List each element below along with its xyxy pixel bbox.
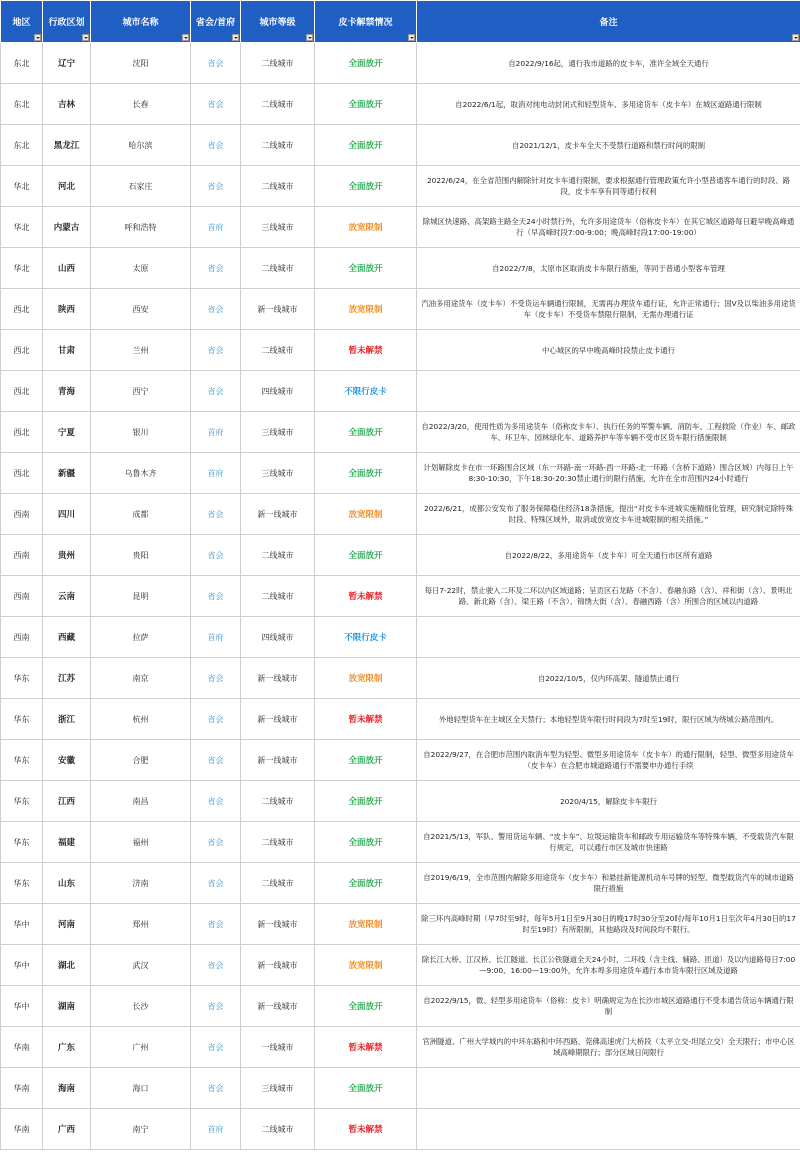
capital-cell: 省会	[191, 986, 241, 1027]
province-cell: 西藏	[43, 617, 91, 658]
note-cell: 自2022/9/27，在合肥市范围内取消车型为轻型、微型多用途货车（皮卡车）的通行限制，轻型、微型多用途货车（皮卡车）在合肥市城道路通行不需要申办通行手续	[417, 740, 800, 781]
capital-cell: 省会	[191, 1068, 241, 1109]
table-row	[1, 617, 800, 658]
note-cell: 自2022/7/8，太原市区取消皮卡车限行措施，等同于普通小型客车管理	[417, 248, 800, 289]
city-cell: 长沙	[91, 986, 191, 1027]
province-cell: 山西	[43, 248, 91, 289]
table-row	[1, 781, 800, 822]
status-cell: 暂未解禁	[315, 1027, 417, 1068]
capital-cell: 省会	[191, 863, 241, 904]
status-cell: 全面放开	[315, 84, 417, 125]
table-row	[1, 699, 800, 740]
region-cell: 西南	[1, 494, 43, 535]
status-cell: 暂未解禁	[315, 330, 417, 371]
status-cell: 暂未解禁	[315, 699, 417, 740]
city-cell: 广州	[91, 1027, 191, 1068]
note-cell: 自2022/9/16起，通行我市道路的皮卡车，准许全域全天通行	[417, 43, 800, 84]
status-cell: 放宽限制	[315, 289, 417, 330]
capital-cell: 首府	[191, 453, 241, 494]
table-row	[1, 1027, 800, 1068]
city-cell: 西宁	[91, 371, 191, 412]
city-cell: 兰州	[91, 330, 191, 371]
city-cell: 西安	[91, 289, 191, 330]
region-cell: 西南	[1, 576, 43, 617]
tier-cell: 新一线城市	[241, 494, 315, 535]
province-cell: 吉林	[43, 84, 91, 125]
filter-dropdown-icon[interactable]	[306, 34, 313, 41]
tier-cell: 二线城市	[241, 781, 315, 822]
note-cell: 汽油多用途货车（皮卡车）不受货运车辆通行限制，无需再办理货车通行证，允许正常通行；国V及以柴油多用途货车（皮卡车）不受货车禁限行限制，无需办理通行证	[417, 289, 800, 330]
table-row	[1, 494, 800, 535]
header-note: 备注	[417, 1, 800, 43]
capital-cell: 省会	[191, 43, 241, 84]
province-cell: 陕西	[43, 289, 91, 330]
note-cell	[417, 617, 800, 658]
province-cell: 广西	[43, 1109, 91, 1150]
note-cell	[417, 1068, 800, 1109]
province-cell: 浙江	[43, 699, 91, 740]
status-cell: 全面放开	[315, 1068, 417, 1109]
tier-cell: 二线城市	[241, 84, 315, 125]
header-province: 行政区划	[43, 1, 91, 43]
capital-cell: 省会	[191, 740, 241, 781]
tier-cell: 新一线城市	[241, 986, 315, 1027]
note-cell	[417, 1109, 800, 1150]
table-row	[1, 248, 800, 289]
capital-cell: 省会	[191, 822, 241, 863]
tier-cell: 四线城市	[241, 617, 315, 658]
capital-cell: 省会	[191, 84, 241, 125]
tier-cell: 三线城市	[241, 1068, 315, 1109]
tier-cell: 新一线城市	[241, 699, 315, 740]
region-cell: 华东	[1, 781, 43, 822]
region-cell: 华中	[1, 986, 43, 1027]
city-cell: 沈阳	[91, 43, 191, 84]
capital-cell: 省会	[191, 330, 241, 371]
note-cell: 2022/6/21，成都公安发布了服务保障稳住经济18条措施，提出“对皮卡车进城实施精细化管理，研究制定除特殊时段、特殊区域外，取消或放宽皮卡车进城限制的相关措施。”	[417, 494, 800, 535]
tier-cell: 二线城市	[241, 330, 315, 371]
status-cell: 全面放开	[315, 863, 417, 904]
region-cell: 西北	[1, 412, 43, 453]
note-cell: 官洲隧道、广州大学城内的中环东路和中环西路、莞佛高速虎门大桥段（太平立交-坦尾立交）全天限行；市中心区域高峰期限行；部分区域日间限行	[417, 1027, 800, 1068]
province-cell: 江苏	[43, 658, 91, 699]
region-cell: 华东	[1, 863, 43, 904]
table-row	[1, 822, 800, 863]
region-cell: 华东	[1, 658, 43, 699]
capital-cell: 省会	[191, 658, 241, 699]
table-row	[1, 207, 800, 248]
header-row	[1, 1, 800, 43]
capital-cell: 省会	[191, 699, 241, 740]
city-cell: 拉萨	[91, 617, 191, 658]
province-cell: 海南	[43, 1068, 91, 1109]
tier-cell: 二线城市	[241, 248, 315, 289]
city-cell: 武汉	[91, 945, 191, 986]
table-row	[1, 1068, 800, 1109]
city-cell: 南宁	[91, 1109, 191, 1150]
table-row	[1, 412, 800, 453]
note-cell: 自2022/3/20，使用性质为多用途货车（俗称皮卡车）、执行任务的军警车辆、消防车、工程救险（作业）车、邮政车、环卫车、园林绿化车、道路养护车等车辆不受市区货车限行措施限制	[417, 412, 800, 453]
region-cell: 西北	[1, 289, 43, 330]
status-cell: 全面放开	[315, 166, 417, 207]
capital-cell: 省会	[191, 781, 241, 822]
city-cell: 贵阳	[91, 535, 191, 576]
tier-cell: 四线城市	[241, 371, 315, 412]
capital-cell: 省会	[191, 289, 241, 330]
city-cell: 长春	[91, 84, 191, 125]
city-cell: 南京	[91, 658, 191, 699]
tier-cell: 新一线城市	[241, 658, 315, 699]
city-cell: 石家庄	[91, 166, 191, 207]
province-cell: 云南	[43, 576, 91, 617]
province-cell: 江西	[43, 781, 91, 822]
note-cell: 自2022/9/15，微、轻型多用途货车（俗称：皮卡）明确规定为在长沙市城区道路通行不受本通告货运车辆通行限制	[417, 986, 800, 1027]
capital-cell: 省会	[191, 494, 241, 535]
city-cell: 福州	[91, 822, 191, 863]
table-row	[1, 453, 800, 494]
region-cell: 华东	[1, 740, 43, 781]
capital-cell: 省会	[191, 166, 241, 207]
tier-cell: 新一线城市	[241, 904, 315, 945]
note-cell: 自2021/12/1，皮卡车全天不受禁行道路和禁行时间的限制	[417, 125, 800, 166]
note-cell: 计划解除皮卡在市一环路围合区域（东一环路-南一环路-西一环路-北一环路（含桥下道路）围合区域）内每日上午8:30-10:30，下午18:30-20:30禁止通行的限行措施，允许在全市范围内24小时通行	[417, 453, 800, 494]
status-cell: 放宽限制	[315, 207, 417, 248]
table-row	[1, 986, 800, 1027]
table-row	[1, 535, 800, 576]
table-row	[1, 330, 800, 371]
status-cell: 全面放开	[315, 453, 417, 494]
region-cell: 华中	[1, 904, 43, 945]
status-cell: 放宽限制	[315, 494, 417, 535]
region-cell: 东北	[1, 84, 43, 125]
table-row	[1, 371, 800, 412]
region-cell: 华北	[1, 166, 43, 207]
capital-cell: 省会	[191, 945, 241, 986]
note-cell: 自2022/10/5，仅内环高架、隧道禁止通行	[417, 658, 800, 699]
region-cell: 西北	[1, 330, 43, 371]
filter-dropdown-icon[interactable]	[408, 34, 415, 41]
note-cell: 除城区快速路、高架路主路全天24小时禁行外，允许多用途货车（俗称皮卡车）在其它城区道路每日避早晚高峰通行（早高峰时段7:00-9:00；晚高峰时段17:00-19:00）	[417, 207, 800, 248]
province-cell: 辽宁	[43, 43, 91, 84]
city-cell: 哈尔滨	[91, 125, 191, 166]
city-cell: 郑州	[91, 904, 191, 945]
capital-cell: 省会	[191, 904, 241, 945]
header-region: 地区	[1, 1, 43, 43]
table-row	[1, 945, 800, 986]
filter-dropdown-icon[interactable]	[182, 34, 189, 41]
city-cell: 海口	[91, 1068, 191, 1109]
province-cell: 湖北	[43, 945, 91, 986]
province-cell: 广东	[43, 1027, 91, 1068]
table-row	[1, 43, 800, 84]
province-cell: 内蒙古	[43, 207, 91, 248]
status-cell: 全面放开	[315, 43, 417, 84]
capital-cell: 省会	[191, 248, 241, 289]
tier-cell: 三线城市	[241, 207, 315, 248]
table-row	[1, 740, 800, 781]
province-cell: 河南	[43, 904, 91, 945]
city-cell: 合肥	[91, 740, 191, 781]
note-cell: 自2022/8/22，多用途货车（皮卡车）可全天通行市区所有道路	[417, 535, 800, 576]
region-cell: 西北	[1, 371, 43, 412]
province-cell: 甘肃	[43, 330, 91, 371]
city-cell: 成都	[91, 494, 191, 535]
status-cell: 全面放开	[315, 125, 417, 166]
table-row	[1, 1109, 800, 1150]
tier-cell: 新一线城市	[241, 740, 315, 781]
status-cell: 全面放开	[315, 822, 417, 863]
filter-dropdown-icon[interactable]	[232, 34, 239, 41]
capital-cell: 省会	[191, 535, 241, 576]
tier-cell: 新一线城市	[241, 289, 315, 330]
city-cell: 银川	[91, 412, 191, 453]
status-cell: 放宽限制	[315, 945, 417, 986]
region-cell: 华中	[1, 945, 43, 986]
province-cell: 青海	[43, 371, 91, 412]
city-cell: 呼和浩特	[91, 207, 191, 248]
province-cell: 湖南	[43, 986, 91, 1027]
city-cell: 南昌	[91, 781, 191, 822]
region-cell: 华北	[1, 248, 43, 289]
table-row	[1, 863, 800, 904]
tier-cell: 二线城市	[241, 822, 315, 863]
province-cell: 宁夏	[43, 412, 91, 453]
note-cell: 每日7-22时，禁止驶入二环及二环以内区域道路；呈贡区石龙路（不含）、春融东路（含）、祥和街（含）、景明北路、新北路（含）、梁王路（不含）、锦绣大街（含）、春融西路（含）所围合的区域以内道路	[417, 576, 800, 617]
province-cell: 安徽	[43, 740, 91, 781]
note-cell: 2022/6/24，在全省范围内解除针对皮卡车通行限制，要求根据通行管理政策允许小型普通客车通行的时段、路段，皮卡车享有同等通行权利	[417, 166, 800, 207]
status-cell: 全面放开	[315, 740, 417, 781]
filter-dropdown-icon[interactable]	[792, 34, 799, 41]
province-cell: 贵州	[43, 535, 91, 576]
capital-cell: 首府	[191, 412, 241, 453]
table-row	[1, 125, 800, 166]
city-cell: 昆明	[91, 576, 191, 617]
status-cell: 放宽限制	[315, 904, 417, 945]
capital-cell: 省会	[191, 125, 241, 166]
status-cell: 全面放开	[315, 248, 417, 289]
tier-cell: 二线城市	[241, 125, 315, 166]
tier-cell: 三线城市	[241, 412, 315, 453]
note-cell: 自2019/6/19，全市范围内解除多用途货车（皮卡车）和悬挂新能源机动车号牌的轻型、微型载货汽车的城市道路限行措施	[417, 863, 800, 904]
table-row	[1, 904, 800, 945]
tier-cell: 二线城市	[241, 863, 315, 904]
note-cell: 中心城区的早中晚高峰时段禁止皮卡通行	[417, 330, 800, 371]
tier-cell: 二线城市	[241, 166, 315, 207]
tier-cell: 二线城市	[241, 535, 315, 576]
province-cell: 山东	[43, 863, 91, 904]
province-cell: 四川	[43, 494, 91, 535]
region-cell: 东北	[1, 125, 43, 166]
table-row	[1, 289, 800, 330]
city-cell: 杭州	[91, 699, 191, 740]
table-row	[1, 84, 800, 125]
note-cell: 除三环内高峰时期（早7时至9时，每年5月1日至9月30日的晚17时30分至20时/每年10月1日至次年4月30日的17时至19时）有所限制，其他路段及时间段均不限行。	[417, 904, 800, 945]
region-cell: 东北	[1, 43, 43, 84]
header-tier: 城市等级	[241, 1, 315, 43]
region-cell: 华南	[1, 1027, 43, 1068]
region-cell: 华南	[1, 1068, 43, 1109]
note-cell: 2020/4/15，解除皮卡车限行	[417, 781, 800, 822]
status-cell: 全面放开	[315, 535, 417, 576]
region-cell: 华东	[1, 699, 43, 740]
status-cell: 不限行皮卡	[315, 371, 417, 412]
region-cell: 西南	[1, 617, 43, 658]
note-cell: 除长江大桥、江汉桥、长江隧道、长江公铁隧道全天24小时，二环线（含主线、辅路、匝道）及以内道路每日7:00—9:00、16:00—19:00外，允许本埠多用途货车通行本市货车限行区域及道路	[417, 945, 800, 986]
capital-cell: 省会	[191, 576, 241, 617]
header-city: 城市名称	[91, 1, 191, 43]
tier-cell: 新一线城市	[241, 945, 315, 986]
status-cell: 全面放开	[315, 781, 417, 822]
tier-cell: 二线城市	[241, 1109, 315, 1150]
tier-cell: 二线城市	[241, 43, 315, 84]
table-row	[1, 576, 800, 617]
region-cell: 西北	[1, 453, 43, 494]
status-cell: 不限行皮卡	[315, 617, 417, 658]
note-cell: 自2022/6/1起，取消对纯电动封闭式和轻型货车、多用途货车（皮卡车）在城区道路通行限制	[417, 84, 800, 125]
province-cell: 福建	[43, 822, 91, 863]
status-cell: 放宽限制	[315, 658, 417, 699]
tier-cell: 三线城市	[241, 453, 315, 494]
filter-dropdown-icon[interactable]	[82, 34, 89, 41]
note-cell: 外地轻型货车在主城区全天禁行；本地轻型货车限行时间段为7时至19时，限行区域为绕城公路范围内。	[417, 699, 800, 740]
header-capital: 省会/首府	[191, 1, 241, 43]
note-cell	[417, 371, 800, 412]
city-cell: 济南	[91, 863, 191, 904]
city-cell: 太原	[91, 248, 191, 289]
city-cell: 乌鲁木齐	[91, 453, 191, 494]
status-cell: 全面放开	[315, 412, 417, 453]
region-cell: 西南	[1, 535, 43, 576]
region-cell: 华南	[1, 1109, 43, 1150]
province-cell: 新疆	[43, 453, 91, 494]
status-cell: 暂未解禁	[315, 576, 417, 617]
region-cell: 华东	[1, 822, 43, 863]
note-cell: 自2021/5/13，军队、警用货运车辆、“皮卡车”、垃圾运输货车和邮政专用运输货车等特殊车辆，不受载货汽车限行规定，可以通行市区及城市快速路	[417, 822, 800, 863]
filter-dropdown-icon[interactable]	[34, 34, 41, 41]
province-cell: 黑龙江	[43, 125, 91, 166]
capital-cell: 省会	[191, 371, 241, 412]
status-cell: 暂未解禁	[315, 1109, 417, 1150]
table-row	[1, 658, 800, 699]
tier-cell: 二线城市	[241, 576, 315, 617]
status-cell: 全面放开	[315, 986, 417, 1027]
region-cell: 华北	[1, 207, 43, 248]
capital-cell: 首府	[191, 617, 241, 658]
capital-cell: 首府	[191, 207, 241, 248]
capital-cell: 省会	[191, 1027, 241, 1068]
table-row	[1, 166, 800, 207]
tier-cell: 一线城市	[241, 1027, 315, 1068]
capital-cell: 首府	[191, 1109, 241, 1150]
province-cell: 河北	[43, 166, 91, 207]
header-status: 皮卡解禁情况	[315, 1, 417, 43]
